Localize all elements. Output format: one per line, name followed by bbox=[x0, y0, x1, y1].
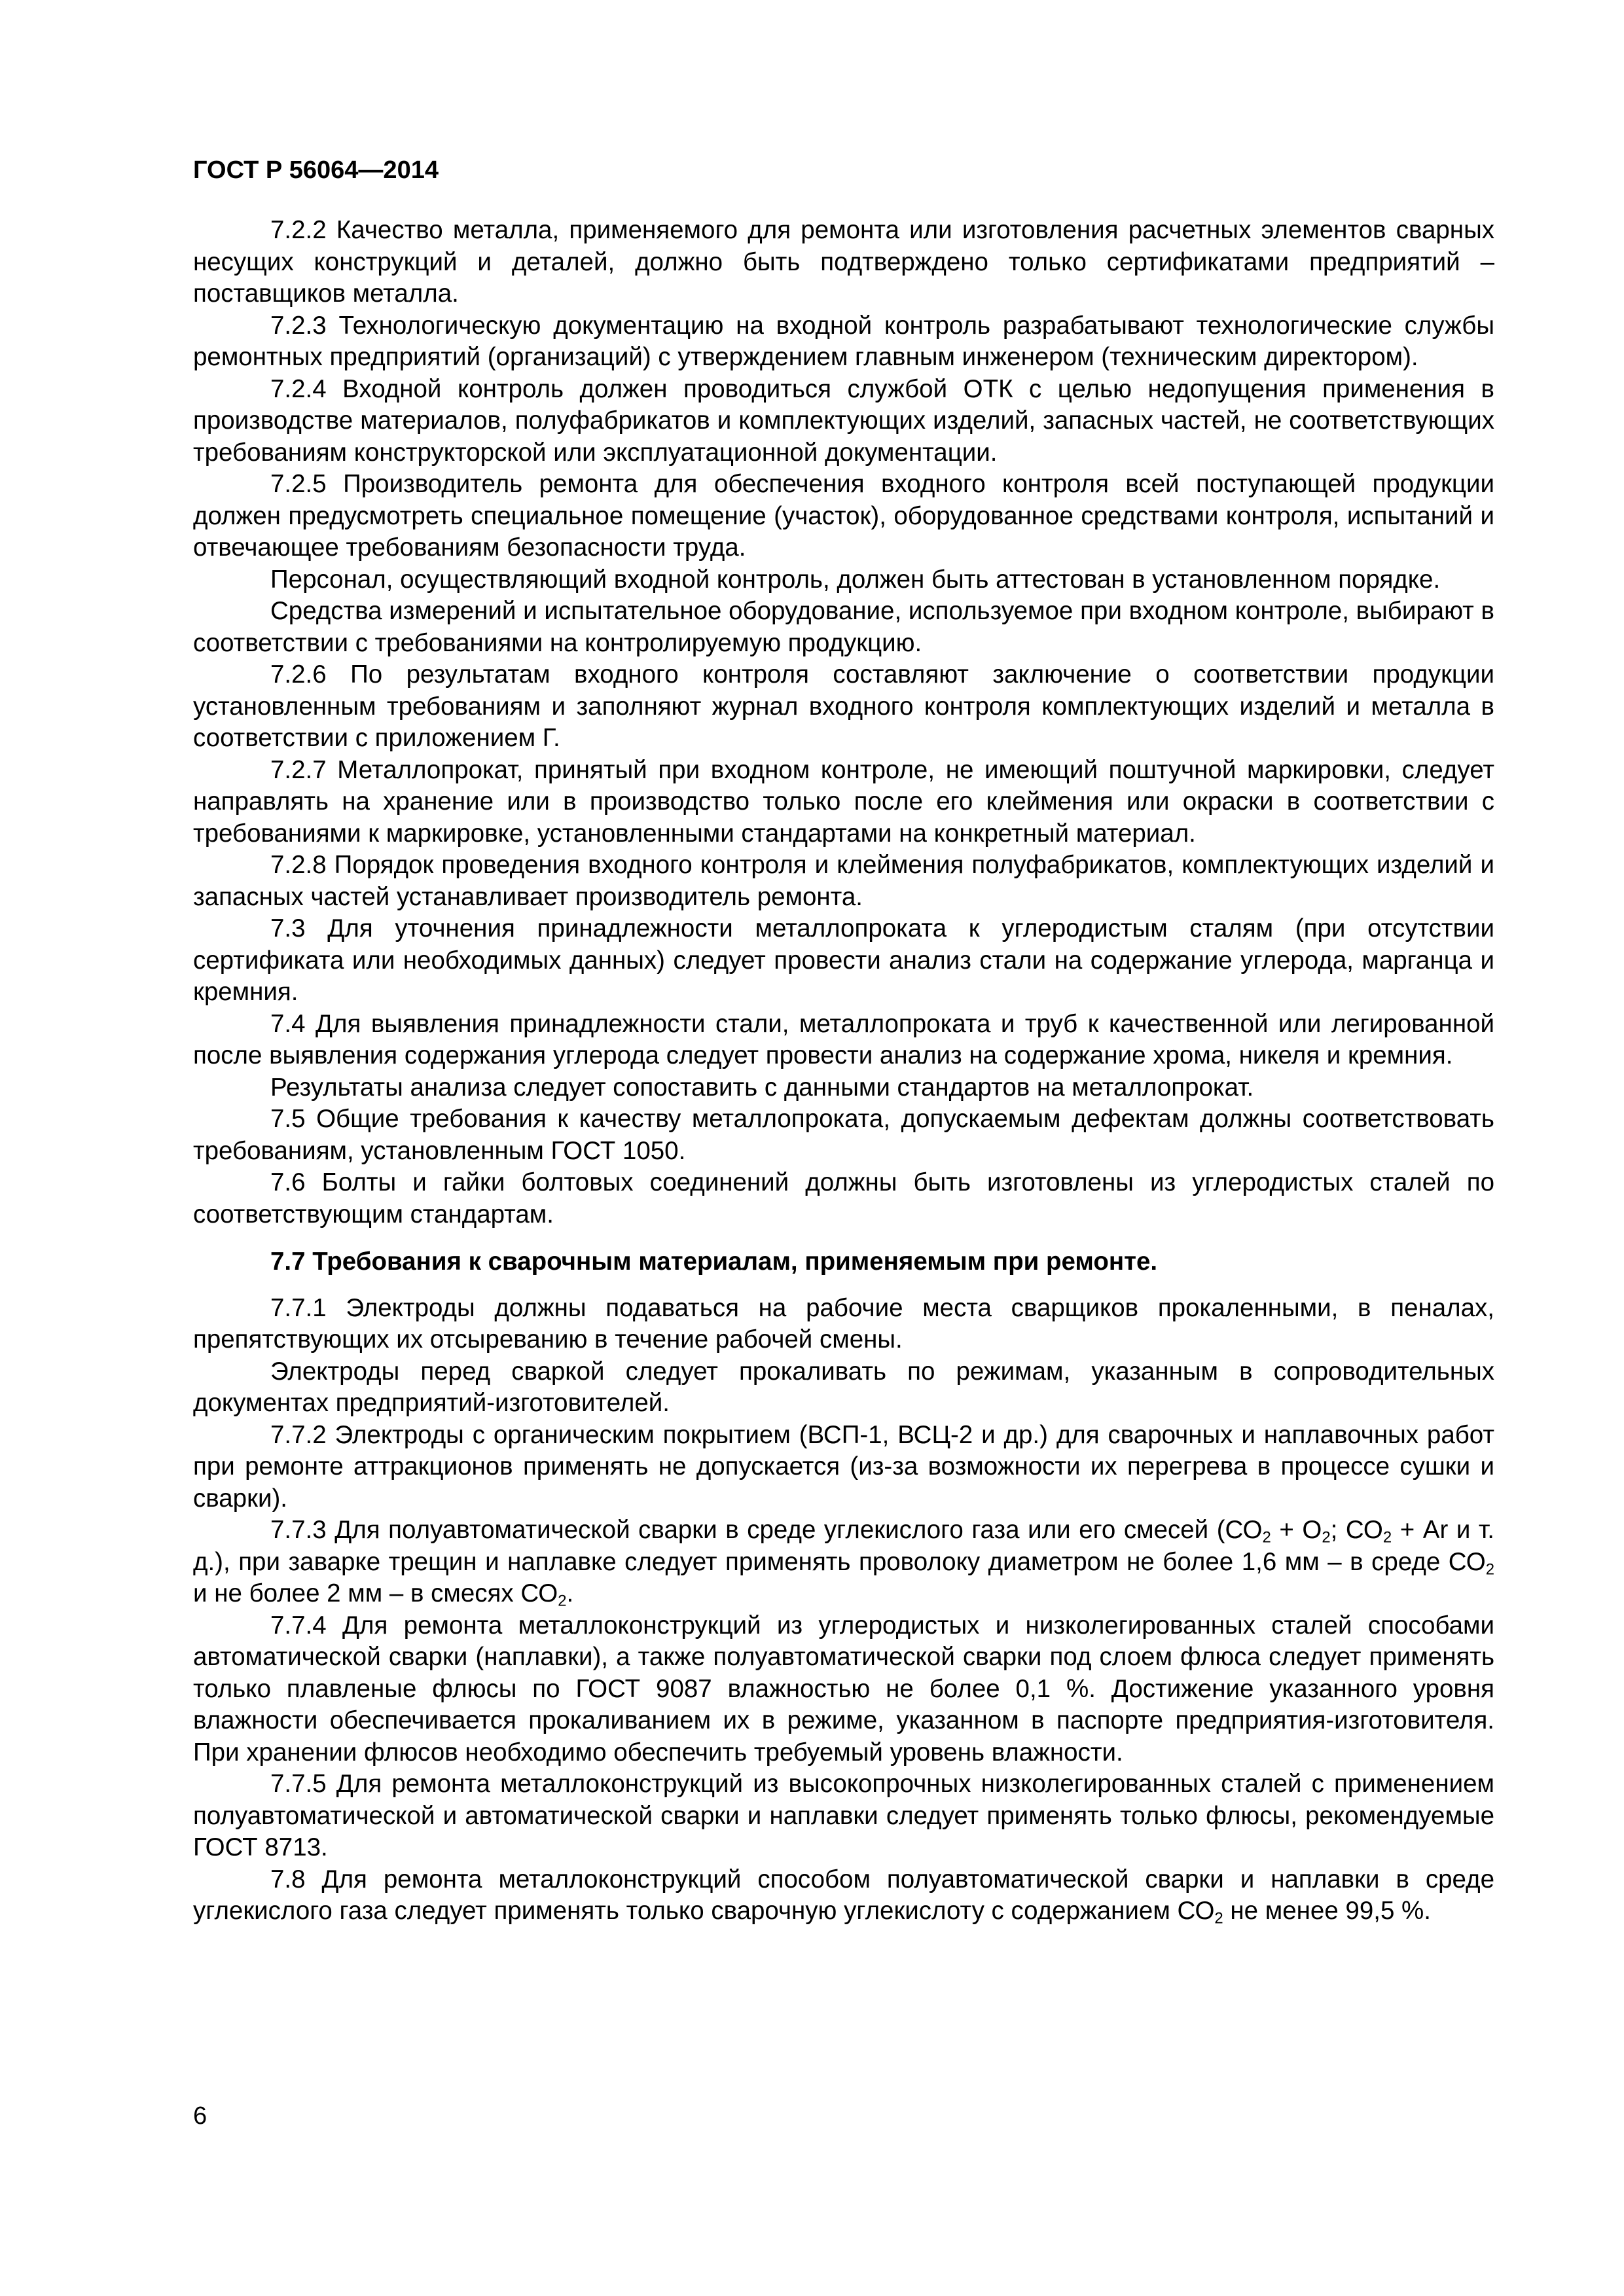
section-heading-7-7: 7.7 Требования к сварочным материалам, применяемым при ремонте. bbox=[270, 1247, 1158, 1276]
paragraph-7-2-8: 7.2.8 Порядок проведения входного контроля и клеймения полуфабрикатов, комплектующих изделий и запасных частей устанавливает производитель ремонта. bbox=[193, 851, 1494, 911]
text-segment: не менее 99,5 %. bbox=[1223, 1897, 1431, 1925]
paragraph-7-7-3 bbox=[193, 1515, 1494, 1610]
paragraph-7-7-2: 7.7.2 Электроды с органическим покрытием (ВСП-1, ВСЦ-2 и др.) для сварочных и наплавочных работ при ремонте аттракционов применять не допускается (из-за возможности их перегрева в процессе сушки и сварки). bbox=[193, 1420, 1494, 1513]
paragraph-measurement-tools: Средства измерений и испытательное оборудование, используемое при входном контроле, выбирают в соответствии с требованиями на контролируемую продукцию. bbox=[193, 597, 1494, 657]
text-segment: + Ar и т. д.), при заварке трещин и наплавке следует применять проволоку диаметром не более 1,6 мм – в среде СО bbox=[193, 1516, 1494, 1576]
subscript: 2 bbox=[1382, 1528, 1392, 1547]
paragraph-7-8 bbox=[193, 1864, 1494, 1928]
text-segment: 7.8 Для ремонта металлоконструкций способом полуавтоматической сварки и наплавки в среде углекислого газа следует применять только сварочную углекислоту с содержанием СО bbox=[193, 1865, 1494, 1925]
text-segment: и не более 2 мм – в смесях СО bbox=[193, 1579, 558, 1607]
subscript: 2 bbox=[558, 1592, 567, 1610]
paragraph-personnel: Персонал, осуществляющий входной контроль, должен быть аттестован в установленном порядке. bbox=[270, 565, 1441, 594]
paragraph-7-2-2: 7.2.2 Качество металла, применяемого для ремонта или изготовления расчетных элементов сварных несущих конструкций и деталей, должно быть подтверждено только сертификатами предприятий – поставщиков металла. bbox=[193, 216, 1494, 308]
paragraph-7-4: 7.4 Для выявления принадлежности стали, металлопроката и труб к качественной или легированной после выявления содержания углерода следует провести анализ на содержание хрома, никеля и кремния. bbox=[193, 1009, 1494, 1069]
paragraph-7-7-5: 7.7.5 Для ремонта металлоконструкций из высокопрочных низколегированных сталей с применением полуавтоматической и автоматической сварки и наплавки следует применять только флюсы, рекомендуемые ГОСТ 8713. bbox=[193, 1770, 1494, 1861]
subscript: 2 bbox=[1322, 1528, 1331, 1547]
paragraph-7-2-4: 7.2.4 Входной контроль должен проводиться службой ОТК с целью недопущения применения в производстве материалов, полуфабрикатов и комплектующих изделий, запасных частей, не соответствующих требованиям конструкторской или эксплуатационной документации. bbox=[193, 374, 1494, 467]
text-segment: ; СО bbox=[1330, 1516, 1383, 1544]
paragraph-7-2-5: 7.2.5 Производитель ремонта для обеспечения входного контроля всей поступающей продукции должен предусмотреть специальное помещение (участок), оборудованное средствами контроля, испытаний и отвечающее требованиям безопасности труда. bbox=[193, 470, 1494, 562]
paragraph-7-2-3: 7.2.3 Технологическую документацию на входной контроль разрабатывают технологические службы ремонтных предприятий (организаций) с утверждением главным инженером (техническим директором). bbox=[193, 311, 1494, 371]
paragraph-7-7-1: 7.7.1 Электроды должны подаваться на рабочие места сварщиков прокаленными, в пеналах, препятствующих их отсыреванию в течение рабочей смены. bbox=[193, 1293, 1494, 1354]
text-segment: 7.7.3 Для полуавтоматической сварки в среде углекислого газа или его смесей (СО bbox=[270, 1516, 1263, 1544]
paragraph-7-5: 7.5 Общие требования к качеству металлопроката, допускаемым дефектам должны соответствовать требованиям, установленным ГОСТ 1050. bbox=[193, 1105, 1494, 1165]
paragraph-7-2-6: 7.2.6 По результатам входного контроля составляют заключение о соответствии продукции установленным требованиям и заполняют журнал входного контроля комплектующих изделий и металла в соответствии с приложением Г. bbox=[193, 660, 1494, 752]
subscript: 2 bbox=[1262, 1528, 1271, 1547]
document-header: ГОСТ Р 56064—2014 bbox=[193, 156, 439, 184]
text-segment: . bbox=[566, 1579, 574, 1607]
paragraph-7-7-4: 7.7.4 Для ремонта металлоконструкций из углеродистых и низколегированных сталей способами автоматической сварки (наплавки), а также полуавтоматической сварки под слоем флюса следует применять только плавленые флюсы по ГОСТ 9087 влажностью не более 0,1 %. Достижение указанного уровня влажности обеспечивается прокаливанием их в режиме, указанном в паспорте предприятия-изготовителя. При хранении флюсов необходимо обеспечить требуемый уровень влажности. bbox=[193, 1611, 1494, 1767]
paragraph-7-2-7: 7.2.7 Металлопрокат, принятый при входном контроле, не имеющий поштучной маркировки, следует направлять на хранение или в производство только после его клеймения или окраски в соответствии с требованиями к маркировке, установленными стандартами на конкретный материал. bbox=[193, 755, 1494, 848]
subscript: 2 bbox=[1214, 1909, 1223, 1928]
paragraph-7-3: 7.3 Для уточнения принадлежности металлопроката к углеродистым сталям (при отсутствии сертификата или необходимых данных) следует провести анализ стали на содержание углерода, марганца и кремния. bbox=[193, 914, 1494, 1006]
subscript: 2 bbox=[1485, 1560, 1494, 1579]
document-body bbox=[193, 215, 1494, 1928]
paragraph-electrode-calcination: Электроды перед сваркой следует прокаливать по режимам, указанным в сопроводительных документах предприятий-изготовителей. bbox=[193, 1357, 1494, 1417]
paragraph-7-6: 7.6 Болты и гайки болтовых соединений должны быть изготовлены из углеродистых сталей по соответствующим стандартам. bbox=[193, 1168, 1494, 1229]
text-segment: + О bbox=[1271, 1516, 1322, 1544]
paragraph-analysis-results: Результаты анализа следует сопоставить с данными стандартов на металлопрокат. bbox=[270, 1073, 1254, 1102]
page-number: 6 bbox=[193, 2102, 208, 2130]
